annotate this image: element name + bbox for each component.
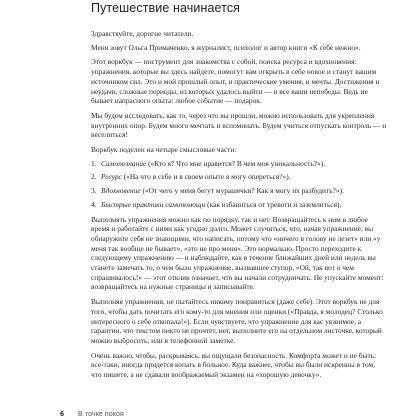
intro-paragraph: Меня зовут Ольга Примаченко, я журналист, психолог и автор книги «К себе нежно». (91, 42, 361, 52)
list-item-text (101, 159, 325, 169)
list-item-number: 4. (91, 199, 97, 209)
list-item (91, 200, 387, 210)
sections-list (91, 159, 387, 210)
list-item-desc: («Кто я? Что мне нравится? В чем моя уникальность?»). (146, 158, 326, 168)
page-number: 6 (60, 409, 64, 418)
list-item-desc: (как избавиться от тревоги и заземлиться). (205, 199, 342, 209)
list-item (91, 186, 387, 196)
list-item-number: 3. (91, 186, 97, 196)
list-item-text (101, 172, 291, 182)
list-item (91, 172, 387, 182)
page-title: Путешествие начинается (91, 1, 241, 15)
order-paragraph: Выполнять упражнения можно как по порядку, так и нет. Возвращайтесь к ним в любое время и работайте с ними как угодно долго. Может случиться, что, начав упражнение, вы обнаружите себя не знающими, что написать, потому что «ничего в голову не лезет» или «у меня так вообще не бывает», «это не про меня». Это нормально. Просто переходите к следующему упражнению — и наблюдайте, как в течение ближайших дней или недель вы станете замечать то, о чем было упражнение, вызвавшее ступор. «Ой, так вот о чем спрашивалось!» — этот отклик означает, что вы начали сотрудничать. Не упускайте момент: возвращайтесь на нужные страницы и записывайте. (91, 214, 384, 292)
running-title: В точке покоя (78, 409, 124, 418)
workbook-paragraph: Этот воркбук — инструмент для знакомства с собой, поиска ресурса и вдохновения: упражнения, которые вы здесь найдете, помогут вам открыть в себе новое и станут вашим источником сил. Это и мой прошлый опыт, и практические умения, и мечты. Достижения и неудачи, сложные периоды, из которых удалось выйти — и все ваши непобеды. Ведь не бывает напрасного опыта: любое событие — подарок. (91, 57, 380, 106)
list-item-desc: («На что в себе и в своем опыте я могу опереться?»). (121, 172, 291, 182)
honesty-paragraph: Выполняя упражнения, не пытайтесь никому понравиться (даже себе). Этот воркбук не для того, чтобы дать почитать его кому-то для мнения или оценки («Правда, я молодец? Столько интересного о себе откопала!»). Если чувствуете, что упражнение для вас уязвимое, а гарантии, что текстом никто не прочтет, нет, выполните его на отдельном листочке, который можно выбросить, или в телефонной заметке. (91, 297, 383, 345)
list-item-text (101, 186, 344, 196)
list-item-desc: («От чего у меня бегут мурашечки? Как я могу их разбудить?»). (140, 186, 344, 196)
list-item-number: 2. (91, 172, 97, 182)
list-item-name: Быстрые практики самопомощи (101, 199, 206, 209)
list-item-number: 1. (91, 158, 97, 168)
page-footer (60, 409, 124, 418)
list-item-name: Самопознание (101, 158, 147, 168)
explore-paragraph: Мы будем исследовать, как то, через что вы прошли, можно использовать для укрепления внутренних опор. Будем много мечтать и вспоминать. Будем учиться отпускать контроль — и веселиться! (91, 110, 387, 140)
safety-paragraph: Очень важно, чтобы, раскрываясь, вы ощущали безопасность. Комфорта может и не быть: все-таки, иногда придется копать в больное. Куда важнее, чтобы вы были искренны в том, что пишете, а не сдавали воображаемый экзамен на «хорошую девочку». (91, 350, 377, 380)
body-text (91, 29, 387, 385)
list-item (91, 159, 387, 169)
list-item-name: Ресурс (101, 172, 122, 182)
greeting-paragraph: Здравствуйте, дорогие читатели. (91, 29, 194, 38)
list-item-name: Вдохновение (101, 186, 141, 196)
list-item-text (101, 200, 341, 210)
list-intro: Воркбук поделен на четыре смысловые части: (91, 145, 237, 155)
